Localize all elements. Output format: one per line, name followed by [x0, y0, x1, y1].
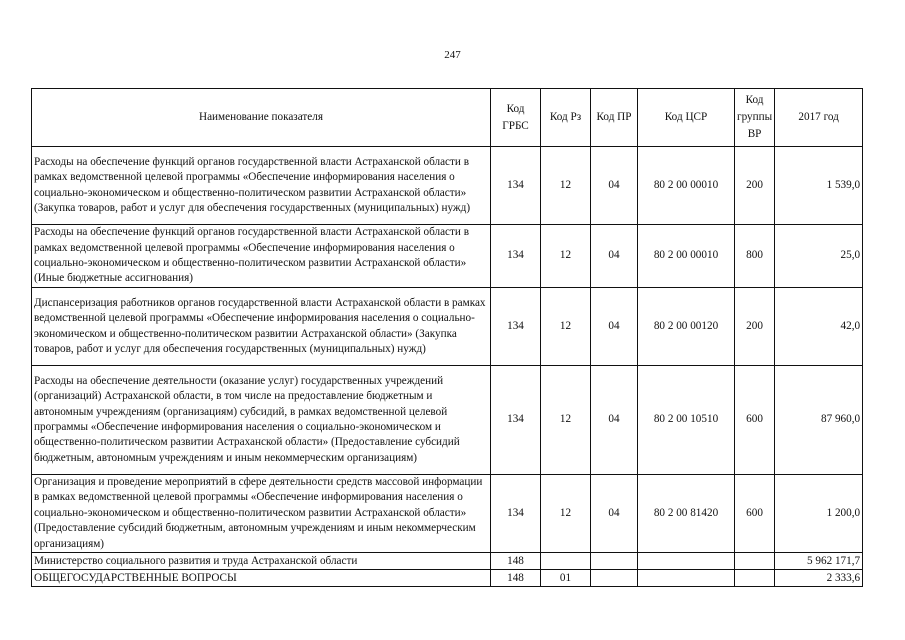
cell-pr: 04: [591, 147, 638, 225]
cell-rz: 12: [541, 147, 591, 225]
cell-rz: [541, 553, 591, 570]
cell-rz: 12: [541, 475, 591, 553]
cell-name: Организация и проведение мероприятий в сфере деятельности средств массовой информации в рамках ведомственной целевой программы «Обеспечение информирования населения о социально-экономическом и общественно-политическом развитии Астраханской области» (Предоставление субсидий бюджетным, автономным учреждениям и иным некоммерческим организациям): [32, 475, 491, 553]
cell-grbs: 134: [491, 288, 541, 366]
cell-name: Расходы на обеспечение функций органов государственной власти Астраханской области в рамках ведомственной целевой программы «Обеспечение информирования населения о социально-экономическом и общественно-политическом развитии Астраханской области» (Иные бюджетные ассигнования): [32, 225, 491, 288]
cell-name: Расходы на обеспечение деятельности (оказание услуг) государственных учреждений (организаций) Астраханской области, в том числе на предоставление бюджетным и автономным учреждениям (организациям) субсидий, в рамках ведомственной целевой программы «Обеспечение информирования населения о социально-экономическом и общественно-политическом развитии Астраханской области» (Предоставление субсидий бюджетным, автономным учреждениям и иным некоммерческим организациям): [32, 366, 491, 475]
header-name: Наименование показателя: [32, 89, 491, 147]
header-vr: Код группы ВР: [735, 89, 775, 147]
cell-vr: 200: [735, 288, 775, 366]
cell-csr: 80 2 00 81420: [638, 475, 735, 553]
header-csr: Код ЦСР: [638, 89, 735, 147]
budget-table: [31, 88, 863, 587]
cell-pr: [591, 553, 638, 570]
header-year: 2017 год: [775, 89, 863, 147]
cell-amount: 1 200,0: [775, 475, 863, 553]
cell-csr: [638, 553, 735, 570]
cell-grbs: 148: [491, 553, 541, 570]
cell-amount: 2 333,6: [775, 570, 863, 587]
header-grbs: Код ГРБС: [491, 89, 541, 147]
cell-grbs: 148: [491, 570, 541, 587]
table-row: [32, 147, 863, 225]
cell-pr: 04: [591, 366, 638, 475]
table-row: [32, 570, 863, 587]
cell-rz: 01: [541, 570, 591, 587]
cell-csr: 80 2 00 00010: [638, 225, 735, 288]
cell-name: Расходы на обеспечение функций органов государственной власти Астраханской области в рамках ведомственной целевой программы «Обеспечение информирования населения о социально-экономическом и общественно-политическом развитии Астраханской области» (Закупка товаров, работ и услуг для обеспечения государственных (муниципальных) нужд): [32, 147, 491, 225]
table-header-row: [32, 89, 863, 147]
cell-amount: 25,0: [775, 225, 863, 288]
table-row: [32, 475, 863, 553]
cell-vr: [735, 553, 775, 570]
cell-vr: 600: [735, 475, 775, 553]
cell-vr: 600: [735, 366, 775, 475]
cell-csr: [638, 570, 735, 587]
cell-grbs: 134: [491, 366, 541, 475]
cell-csr: 80 2 00 00010: [638, 147, 735, 225]
cell-rz: 12: [541, 225, 591, 288]
cell-grbs: 134: [491, 225, 541, 288]
cell-pr: 04: [591, 475, 638, 553]
cell-pr: 04: [591, 225, 638, 288]
cell-vr: 800: [735, 225, 775, 288]
cell-rz: 12: [541, 288, 591, 366]
cell-rz: 12: [541, 366, 591, 475]
table-row: [32, 553, 863, 570]
cell-name: Диспансеризация работников органов государственной власти Астраханской области в рамках ведомственной целевой программы «Обеспечение информирования населения о социально-экономическом и общественно-политическом развитии Астраханской области» (Закупка товаров, работ и услуг для обеспечения государственных (муниципальных) нужд): [32, 288, 491, 366]
cell-grbs: 134: [491, 147, 541, 225]
cell-vr: [735, 570, 775, 587]
cell-amount: 1 539,0: [775, 147, 863, 225]
cell-name: Министерство социального развития и труда Астраханской области: [32, 553, 491, 570]
cell-csr: 80 2 00 00120: [638, 288, 735, 366]
cell-amount: 42,0: [775, 288, 863, 366]
cell-pr: [591, 570, 638, 587]
cell-pr: 04: [591, 288, 638, 366]
header-pr: Код ПР: [591, 89, 638, 147]
cell-name: ОБЩЕГОСУДАРСТВЕННЫЕ ВОПРОСЫ: [32, 570, 491, 587]
header-rz: Код Рз: [541, 89, 591, 147]
table-row: [32, 366, 863, 475]
cell-amount: 87 960,0: [775, 366, 863, 475]
table-row: [32, 288, 863, 366]
page-number: 247: [444, 49, 461, 61]
cell-vr: 200: [735, 147, 775, 225]
table-row: [32, 225, 863, 288]
cell-grbs: 134: [491, 475, 541, 553]
cell-amount: 5 962 171,7: [775, 553, 863, 570]
cell-csr: 80 2 00 10510: [638, 366, 735, 475]
